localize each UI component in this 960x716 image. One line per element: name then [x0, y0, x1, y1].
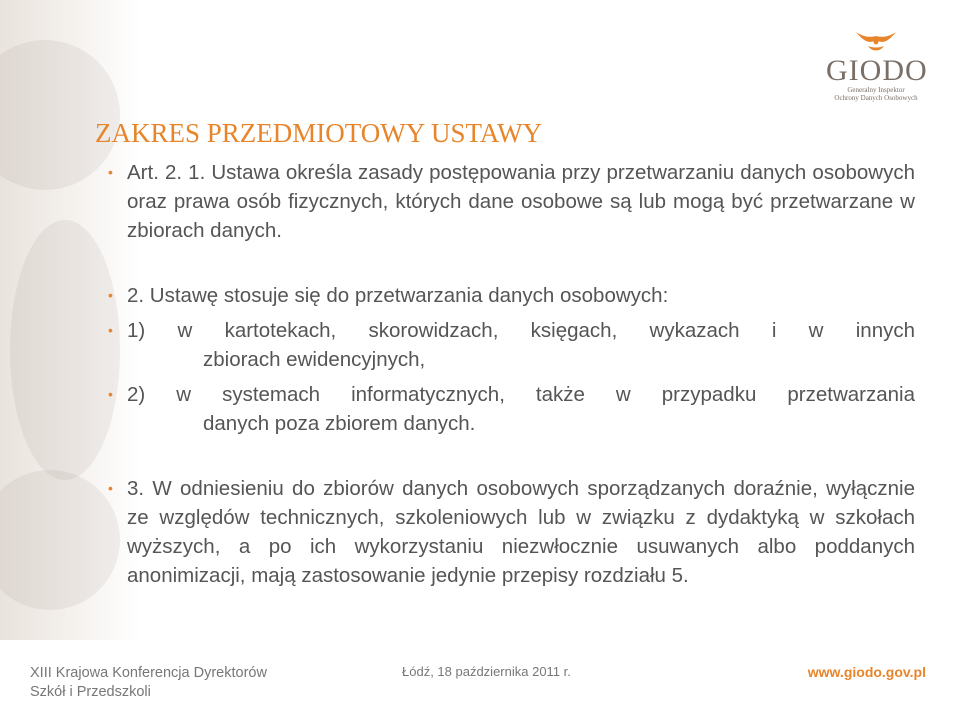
item-text-continued: danych poza zbiorem danych.	[203, 412, 476, 435]
item-text: 2) w systemach informatycznych, także w przypadku przetwarzania	[127, 383, 915, 406]
giodo-logo	[826, 28, 926, 108]
footer-conference-line2: Szkół i Przedszkoli	[30, 684, 151, 700]
bullet-icon: •	[108, 480, 113, 496]
bullet-icon: •	[108, 164, 113, 180]
slide-footer	[0, 654, 960, 716]
list-item	[105, 474, 915, 590]
item-text: 3. W odniesieniu do zbiorów danych osobowych sporządzanych doraźnie, wyłącznie ze względów technicznych, szkoleniowych lub w związku z dydaktyką w szkołach wyższych, a po ich wykorzystaniu niezwłocznie usuwanych albo poddanych anonimizacji, mają zastosowanie jedynie przepisy rozdziału 5.	[127, 477, 915, 587]
item-text: 1) w kartotekach, skorowidzach, księgach, wykazach i w innych	[127, 319, 915, 342]
footer-conference	[30, 664, 267, 702]
list-item	[105, 380, 915, 438]
bullet-icon: •	[108, 287, 113, 303]
footer-date: Łódź, 18 października 2011 r.	[402, 664, 571, 679]
bullet-icon: •	[108, 322, 113, 338]
logo-brand: GIODO	[826, 54, 928, 87]
background-shape	[10, 220, 120, 480]
slide-content	[105, 158, 915, 590]
item-text: 2. Ustawę stosuje się do przetwarzania danych osobowych:	[127, 284, 669, 307]
list-item	[105, 158, 915, 245]
footer-conference-line1: XIII Krajowa Konferencja Dyrektorów	[30, 665, 267, 681]
list-item	[105, 316, 915, 374]
item-text: Art. 2. 1. Ustawa określa zasady postępowania przy przetwarzaniu danych osobowych oraz prawa osób fizycznych, których dane osobowe są lub mogą być przetwarzane w zbiorach danych.	[127, 161, 915, 242]
list-item	[105, 281, 915, 310]
logo-subtitle-2: Ochrony Danych Osobowych	[834, 94, 918, 102]
item-text-continued: zbiorach ewidencyjnych,	[203, 348, 426, 371]
background-shape	[0, 40, 120, 190]
background-shape	[0, 470, 120, 610]
bullet-icon: •	[108, 386, 113, 402]
eagle-icon	[854, 28, 898, 54]
slide-title: ZAKRES PRZEDMIOTOWY USTAWY	[95, 118, 543, 148]
footer-website: www.giodo.gov.pl	[807, 664, 926, 680]
logo-subtitle-1: Generalny Inspektor	[847, 86, 905, 94]
